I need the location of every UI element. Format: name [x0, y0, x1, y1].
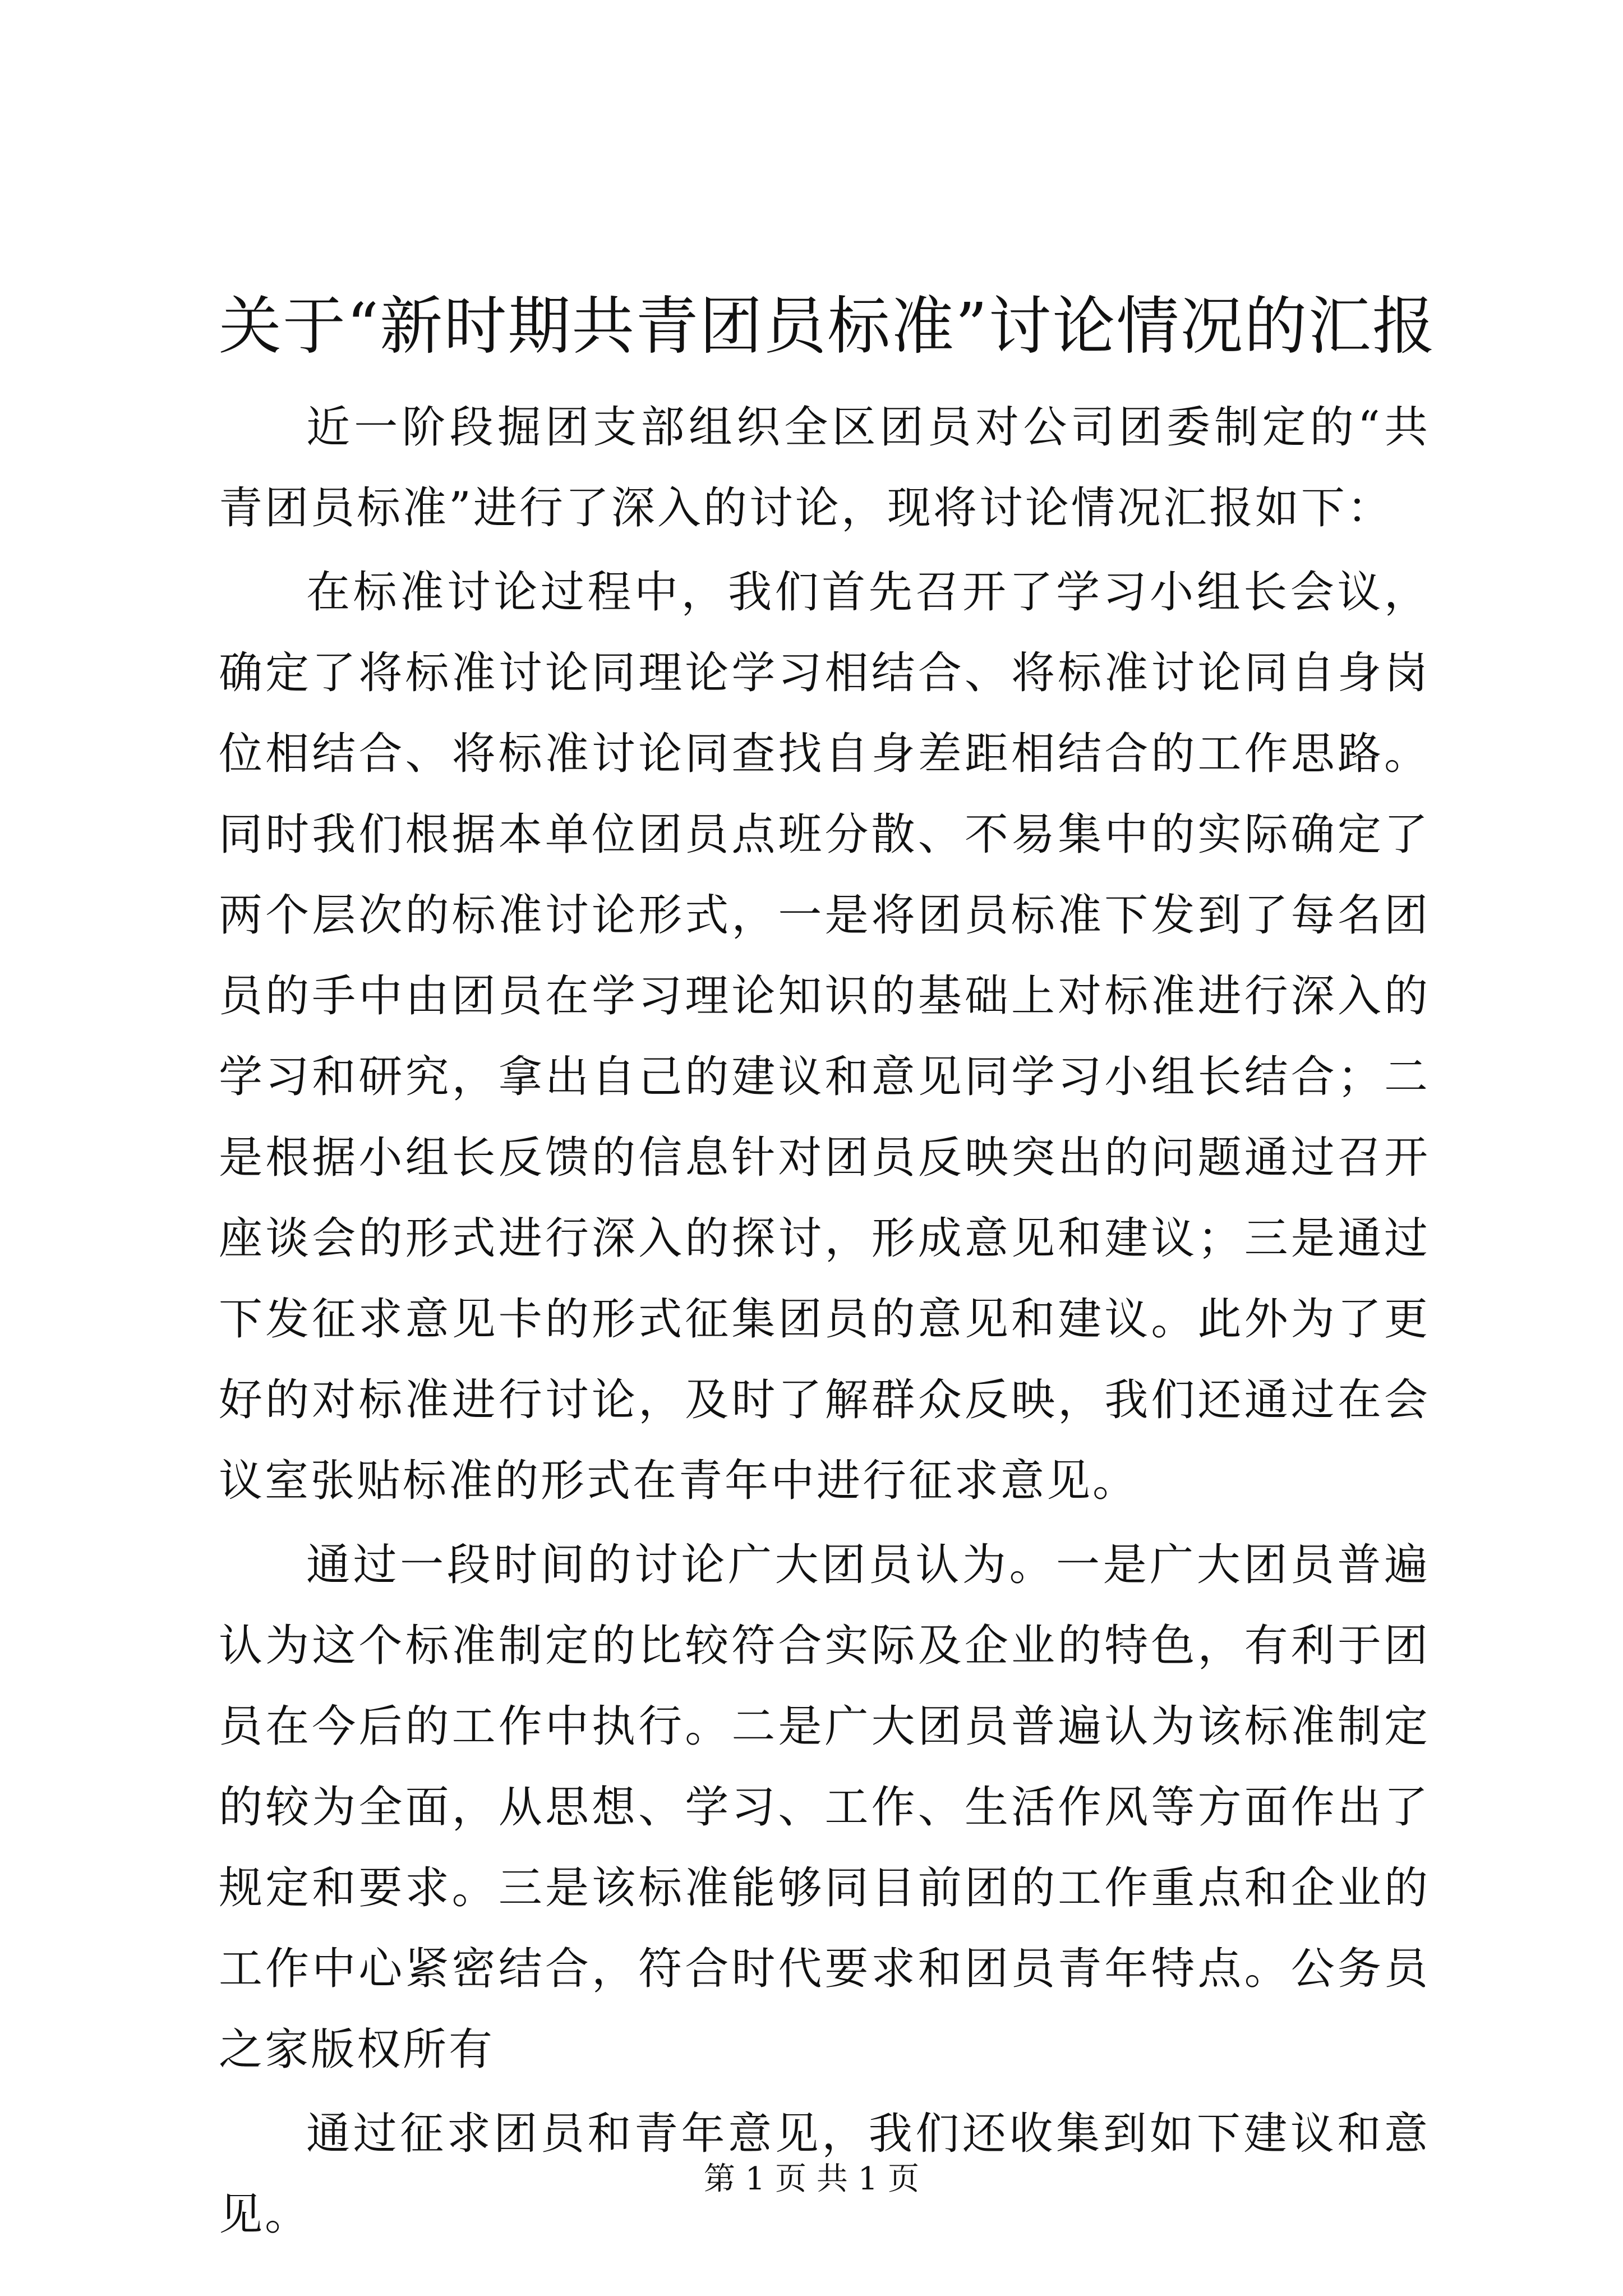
paragraph-intro: 近一阶段掘团支部组织全区团员对公司团委制定的“共青团员标准”进行了深入的讨论，现将讨论情况汇报如下： — [219, 402, 1430, 533]
paragraph-suggestions: 通过征求团员和青年意见，我们还收集到如下建议和意见。 — [219, 2109, 1430, 2240]
paragraph-findings: 通过一段时间的讨论广大团员认为。一是广大团员普遍认为这个标准制定的比较符合实际及企业的特色，有利于团员在今后的工作中执行。二是广大团员普遍认为该标准制定的较为全面，从思想、学习、工作、生活作风等方面作出了规定和要求。三是该标准能够同目前团的工作重点和企业的工作中心紧密结合，符合时代要求和团员青年特点。公务员之家版权所有 — [219, 1540, 1430, 2075]
document-body — [219, 387, 1430, 2255]
page-footer: 第 1 页 共 1 页 — [703, 2161, 920, 2197]
paragraph-process: 在标准讨论过程中，我们首先召开了学习小组长会议，确定了将标准讨论同理论学习相结合、将标准讨论同自身岗位相结合、将标准讨论同查找自身差距相结合的工作思路。同时我们根据本单位团员点班分散、不易集中的实际确定了两个层次的标准讨论形式，一是将团员标准下发到了每名团员的手中由团员在学习理论知识的基础上对标准进行深入的学习和研究，拿出自己的建议和意见同学习小组长结合；二是根据小组长反馈的信息针对团员反映突出的问题通过召开座谈会的形式进行深入的探讨，形成意见和建议；三是通过下发征求意见卡的形式征集团员的意见和建议。此外为了更好的对标准进行讨论，及时了解群众反映，我们还通过在会议室张贴标准的形式在青年中进行征求意见。 — [219, 567, 1430, 1506]
document-title: 关于“新时期共青团员标准”讨论情况的汇报 — [219, 290, 1436, 363]
